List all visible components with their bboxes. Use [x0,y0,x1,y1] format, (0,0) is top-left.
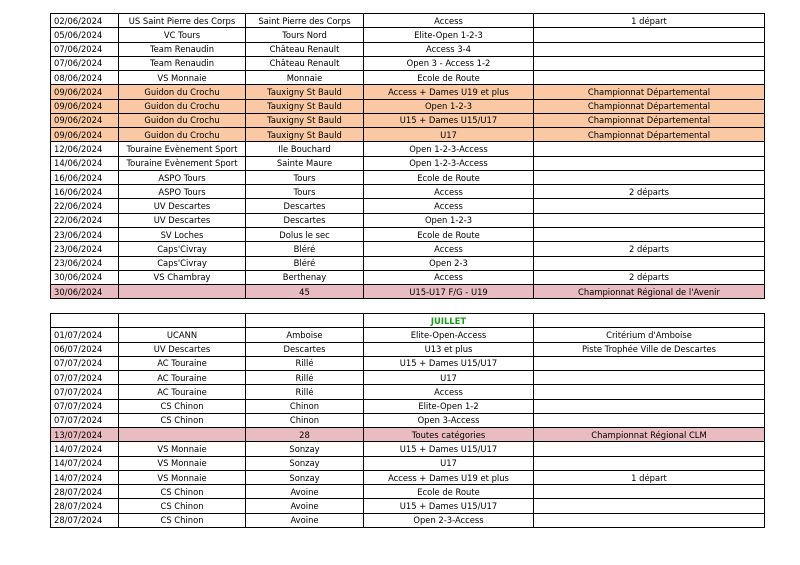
place-cell: Sonzay [246,456,364,470]
club-cell: VC Tours [119,28,246,42]
note-cell: 1 départ [534,14,765,28]
club-cell: Touraine Evènement Sport [119,142,246,156]
date-cell: 14/07/2024 [51,470,119,484]
note-cell [534,56,765,70]
place-cell: Dolus le sec [246,227,364,241]
place-cell: Rillé [246,371,364,385]
category-cell: Access 3-4 [364,42,534,56]
date-cell: 14/07/2024 [51,442,119,456]
place-cell: Descartes [246,342,364,356]
club-cell [119,285,246,299]
table-row [51,113,765,127]
month-header-blank [119,314,246,328]
category-cell: U17 [364,456,534,470]
category-cell: U15 + Dames U15/U17 [364,113,534,127]
club-cell: UV Descartes [119,342,246,356]
month-header-blank [534,314,765,328]
place-cell: Amboise [246,328,364,342]
club-cell: VS Monnaie [119,456,246,470]
category-cell: Ecole de Route [364,71,534,85]
category-cell: Access [364,270,534,284]
category-cell: Access [364,14,534,28]
table-row [51,513,765,527]
club-cell: CS Chinon [119,485,246,499]
note-cell: 2 départs [534,242,765,256]
note-cell [534,513,765,527]
date-cell: 22/06/2024 [51,199,119,213]
category-cell: Open 1-2-3-Access [364,156,534,170]
category-cell: Open 2-3 [364,256,534,270]
date-cell: 09/06/2024 [51,113,119,127]
club-cell: ASPO Tours [119,170,246,184]
club-cell: AC Touraine [119,385,246,399]
date-cell: 28/07/2024 [51,513,119,527]
date-cell: 23/06/2024 [51,242,119,256]
date-cell: 30/06/2024 [51,285,119,299]
note-cell [534,485,765,499]
table-row [51,470,765,484]
place-cell: Tours [246,185,364,199]
date-cell: 05/06/2024 [51,28,119,42]
note-cell [534,413,765,427]
club-cell: US Saint Pierre des Corps [119,14,246,28]
place-cell: Avoine [246,499,364,513]
table-row [51,356,765,370]
club-cell: AC Touraine [119,356,246,370]
note-cell [534,499,765,513]
note-cell [534,371,765,385]
category-cell: U17 [364,128,534,142]
club-cell: Guidon du Crochu [119,113,246,127]
date-cell: 22/06/2024 [51,213,119,227]
category-cell: Ecole de Route [364,485,534,499]
month-label: JUILLET [364,314,534,328]
note-cell [534,142,765,156]
category-cell: Access + Dames U19 et plus [364,470,534,484]
club-cell: Guidon du Crochu [119,128,246,142]
note-cell [534,213,765,227]
category-cell: U15 + Dames U15/U17 [364,356,534,370]
date-cell: 13/07/2024 [51,428,119,442]
note-cell [534,71,765,85]
table-row [51,71,765,85]
category-cell: Elite-Open-Access [364,328,534,342]
date-cell: 01/07/2024 [51,328,119,342]
date-cell: 07/06/2024 [51,42,119,56]
table-row [51,256,765,270]
note-cell [534,199,765,213]
date-cell: 07/07/2024 [51,413,119,427]
category-cell: Access [364,185,534,199]
category-cell: Open 3 - Access 1-2 [364,56,534,70]
category-cell: Ecole de Route [364,227,534,241]
club-cell: UV Descartes [119,213,246,227]
note-cell [534,356,765,370]
table-row [51,456,765,470]
date-cell: 30/06/2024 [51,270,119,284]
table-row [51,56,765,70]
place-cell: Sainte Maure [246,156,364,170]
note-cell [534,42,765,56]
date-cell: 16/06/2024 [51,185,119,199]
table-row [51,170,765,184]
category-cell: Access [364,199,534,213]
note-cell: Critérium d'Amboise [534,328,765,342]
table-row [51,42,765,56]
date-cell: 16/06/2024 [51,170,119,184]
table-row [51,242,765,256]
table-row [51,213,765,227]
club-cell: Caps'Civray [119,256,246,270]
place-cell: Tauxigny St Bauld [246,113,364,127]
category-cell: U15-U17 F/G - U19 [364,285,534,299]
club-cell: CS Chinon [119,513,246,527]
date-cell: 08/06/2024 [51,71,119,85]
category-cell: Open 3-Access [364,413,534,427]
club-cell: CS Chinon [119,399,246,413]
place-cell: Bléré [246,242,364,256]
note-cell: Championnat Régional CLM [534,428,765,442]
club-cell: Team Renaudin [119,56,246,70]
place-cell: Avoine [246,485,364,499]
category-cell: U15 + Dames U15/U17 [364,499,534,513]
table-row [51,142,765,156]
date-cell: 28/07/2024 [51,485,119,499]
club-cell: VS Monnaie [119,71,246,85]
date-cell: 07/07/2024 [51,371,119,385]
note-cell [534,156,765,170]
note-cell [534,399,765,413]
place-cell: Tours [246,170,364,184]
place-cell: Château Renault [246,42,364,56]
date-cell: 06/07/2024 [51,342,119,356]
note-cell: Championnat Départemental [534,113,765,127]
july-schedule-table [50,313,765,528]
category-cell: U17 [364,371,534,385]
table-row [51,328,765,342]
note-cell: 1 départ [534,470,765,484]
date-cell: 07/07/2024 [51,356,119,370]
date-cell: 14/06/2024 [51,156,119,170]
place-cell: Descartes [246,213,364,227]
table-row [51,371,765,385]
club-cell: Guidon du Crochu [119,85,246,99]
note-cell: Championnat Départemental [534,85,765,99]
club-cell [119,428,246,442]
club-cell: VS Monnaie [119,442,246,456]
place-cell: Rillé [246,385,364,399]
date-cell: 14/07/2024 [51,456,119,470]
note-cell [534,456,765,470]
table-row [51,428,765,442]
date-cell: 07/06/2024 [51,56,119,70]
table-row [51,485,765,499]
place-cell: Rillé [246,356,364,370]
category-cell: Open 1-2-3 [364,99,534,113]
place-cell: Monnaie [246,71,364,85]
date-cell: 07/07/2024 [51,385,119,399]
table-row [51,442,765,456]
category-cell: Open 1-2-3 [364,213,534,227]
table-row [51,14,765,28]
month-header-blank [51,314,119,328]
table-row [51,227,765,241]
place-cell: Sonzay [246,470,364,484]
table-row [51,342,765,356]
note-cell: Championnat Départemental [534,99,765,113]
table-row [51,85,765,99]
table-row [51,270,765,284]
category-cell: Access [364,385,534,399]
date-cell: 23/06/2024 [51,256,119,270]
note-cell [534,442,765,456]
category-cell: U13 et plus [364,342,534,356]
note-cell [534,385,765,399]
club-cell: Guidon du Crochu [119,99,246,113]
category-cell: Open 1-2-3-Access [364,142,534,156]
club-cell: ASPO Tours [119,185,246,199]
table-row [51,399,765,413]
place-cell: Avoine [246,513,364,527]
note-cell: Piste Trophée Ville de Descartes [534,342,765,356]
category-cell: Elite-Open 1-2 [364,399,534,413]
table-row [51,28,765,42]
date-cell: 09/06/2024 [51,85,119,99]
club-cell: Touraine Evènement Sport [119,156,246,170]
place-cell: Chinon [246,399,364,413]
note-cell: Championnat Régional de l'Avenir [534,285,765,299]
club-cell: UV Descartes [119,199,246,213]
category-cell: Open 2-3-Access [364,513,534,527]
note-cell: Championnat Départemental [534,128,765,142]
place-cell: Descartes [246,199,364,213]
table-row [51,99,765,113]
table-row [51,413,765,427]
date-cell: 09/06/2024 [51,128,119,142]
place-cell: Saint Pierre des Corps [246,14,364,28]
date-cell: 23/06/2024 [51,227,119,241]
note-cell [534,170,765,184]
note-cell [534,256,765,270]
table-row [51,199,765,213]
club-cell: CS Chinon [119,413,246,427]
club-cell: UCANN [119,328,246,342]
place-cell: Berthenay [246,270,364,284]
category-cell: Toutes catégories [364,428,534,442]
note-cell [534,28,765,42]
table-row [51,128,765,142]
place-cell: Tauxigny St Bauld [246,99,364,113]
category-cell: Ecole de Route [364,170,534,184]
place-cell: Chinon [246,413,364,427]
club-cell: SV Loches [119,227,246,241]
table-row [51,185,765,199]
club-cell: VS Chambray [119,270,246,284]
date-cell: 07/07/2024 [51,399,119,413]
place-cell: 28 [246,428,364,442]
date-cell: 02/06/2024 [51,14,119,28]
club-cell: Team Renaudin [119,42,246,56]
place-cell: Tauxigny St Bauld [246,128,364,142]
place-cell: Ile Bouchard [246,142,364,156]
place-cell: Tauxigny St Bauld [246,85,364,99]
note-cell: 2 départs [534,270,765,284]
club-cell: CS Chinon [119,499,246,513]
table-row [51,499,765,513]
june-schedule-table [50,13,765,299]
place-cell: Tours Nord [246,28,364,42]
place-cell: 45 [246,285,364,299]
table-row [51,385,765,399]
place-cell: Sonzay [246,442,364,456]
club-cell: Caps'Civray [119,242,246,256]
date-cell: 28/07/2024 [51,499,119,513]
month-header-row [51,314,765,328]
month-header-blank [246,314,364,328]
club-cell: VS Monnaie [119,470,246,484]
category-cell: Access + Dames U19 et plus [364,85,534,99]
club-cell: AC Touraine [119,371,246,385]
category-cell: Access [364,242,534,256]
place-cell: Château Renault [246,56,364,70]
note-cell: 2 départs [534,185,765,199]
date-cell: 09/06/2024 [51,99,119,113]
table-row [51,156,765,170]
category-cell: Elite-Open 1-2-3 [364,28,534,42]
table-row [51,285,765,299]
place-cell: Bléré [246,256,364,270]
category-cell: U15 + Dames U15/U17 [364,442,534,456]
date-cell: 12/06/2024 [51,142,119,156]
note-cell [534,227,765,241]
